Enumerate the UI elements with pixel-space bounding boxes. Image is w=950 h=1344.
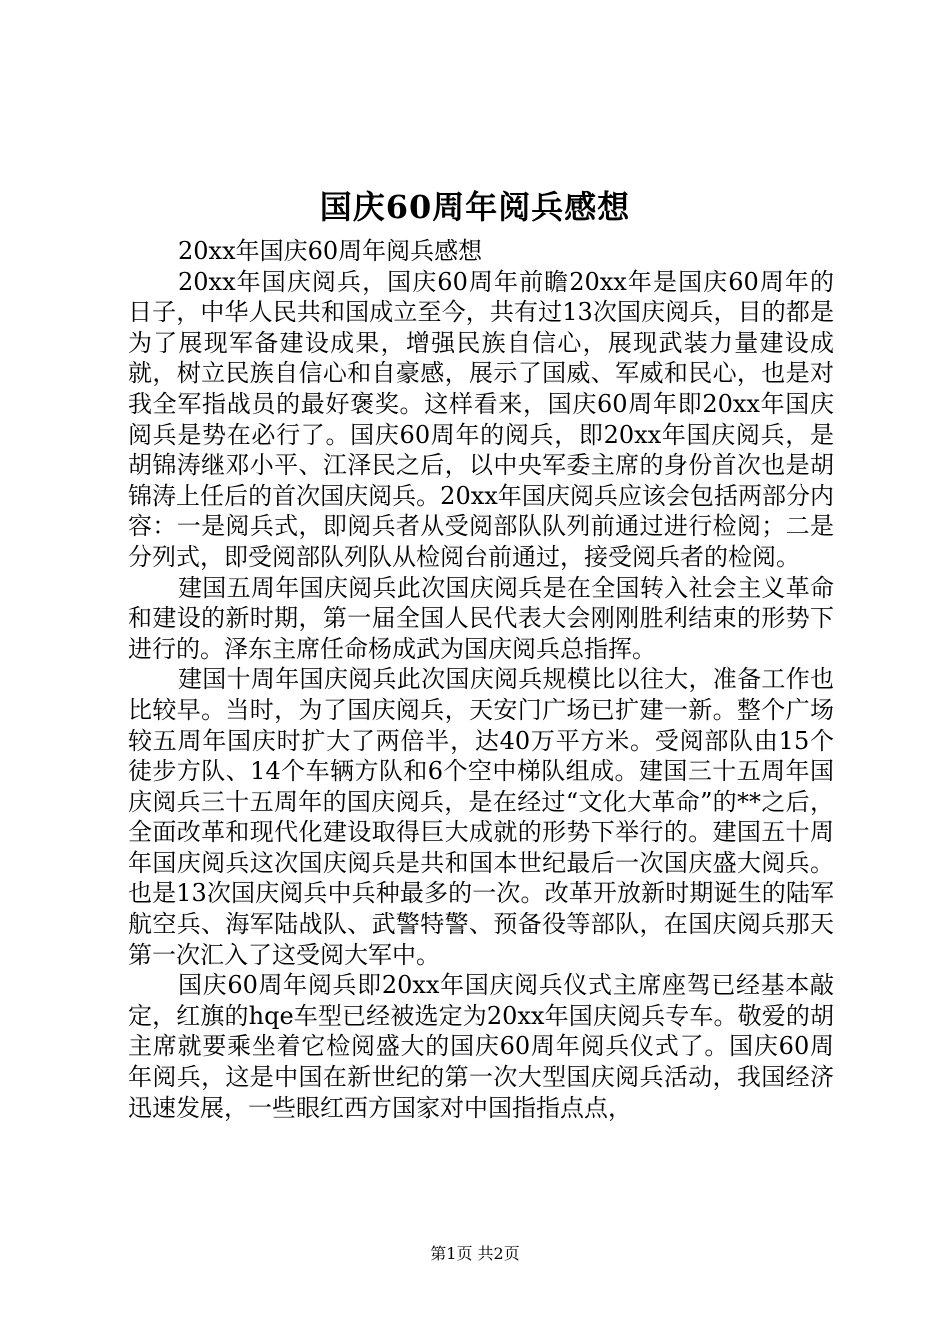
page-number-footer: 第1页 共2页 bbox=[430, 1244, 520, 1263]
paragraph: 国庆60周年阅兵即20xx年国庆阅兵仪式主席座驾已经基本敲定，红旗的hqe车型已经被选定为20xx年国庆阅兵专车。敬爱的胡主席就要乘坐着它检阅盛大的国庆60周年阅兵仪式了。国庆60周年阅兵，这是中国在新世纪的第一次大型国庆阅兵活动，我国经济迅速发展，一些眼红西方国家对中国指指点点， bbox=[128, 971, 834, 1122]
document-title: 国庆60周年阅兵感想 bbox=[319, 188, 631, 226]
paragraph: 建国十周年国庆阅兵此次国庆阅兵规模比以往大，准备工作也比较早。当时，为了国庆阅兵，天安门广场已扩建一新。整个广场较五周年国庆时扩大了两倍半，达40万平方米。受阅部队由15个徒步方队、14个车辆方队和6个空中梯队组成。建国三十五周年国庆阅兵三十五周年的国庆阅兵，是在经过“文化大革命”的**之后，全面改革和现代化建设取得巨大成就的形势下举行的。建国五十周年国庆阅兵这次国庆阅兵是共和国本世纪最后一次国庆盛大阅兵。也是13次国庆阅兵中兵种最多的一次。改革开放新时期诞生的陆军航空兵、海军陆战队、武警特警、预备役等部队，在国庆阅兵那天第一次汇入了这受阅大军中。 bbox=[128, 665, 834, 969]
paragraph-subtitle: 20xx年国庆60周年阅兵感想 bbox=[178, 237, 483, 265]
paragraph: 20xx年国庆阅兵，国庆60周年前瞻20xx年是国庆60周年的日子，中华人民共和国成立至今，共有过13次国庆阅兵，目的都是为了展现军备建设成果，增强民族自信心，展现武装力量建设成就，树立民族自信心和自豪感，展示了国威、军威和民心，也是对我全军指战员的最好褒奖。这样看来，国庆60周年即20xx年国庆阅兵是势在必行了。国庆60周年的阅兵，即20xx年国庆阅兵，是胡锦涛继邓小平、江泽民之后，以中央军委主席的身份首次也是胡锦涛上任后的首次国庆阅兵。20xx年国庆阅兵应该会包括两部分内容：一是阅兵式，即阅兵者从受阅部队队列前通过进行检阅；二是分列式，即受阅部队列队从检阅台前通过，接受阅兵者的检阅。 bbox=[128, 267, 834, 571]
document-body bbox=[128, 236, 834, 1123]
paragraph: 建国五周年国庆阅兵此次国庆阅兵是在全国转入社会主义革命和建设的新时期，第一届全国人民代表大会刚刚胜利结束的形势下进行的。泽东主席任命杨成武为国庆阅兵总指挥。 bbox=[128, 573, 834, 663]
